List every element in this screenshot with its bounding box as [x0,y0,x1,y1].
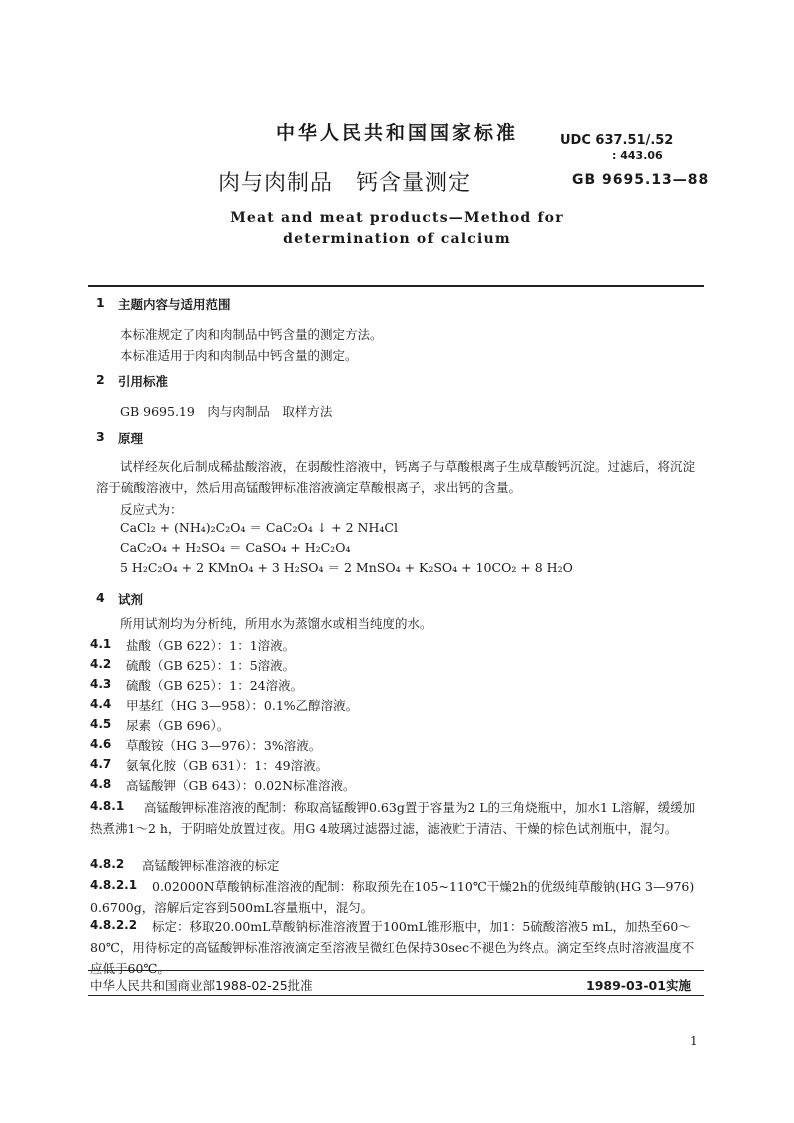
reaction-label: 反应式为： [120,502,183,517]
effective-date: 1989-03-01实施 [586,978,691,993]
section-2-title: 引用标准 [118,374,169,389]
footer-divider-top [88,970,704,971]
section-1-number: 1 [96,295,105,310]
clause-4-8-2-number: 4.8.2 [90,857,125,871]
section-3-title: 原理 [118,431,144,446]
section-4-intro: 所用试剂均为分析纯，所用水为蒸馏水或相当纯度的水。 [120,616,433,631]
clause-4-8-2-2-number: 4.8.2.2 [90,918,138,932]
english-title-line2: determination of calcium [283,231,511,247]
reagent-item-number: 4.1 [90,637,112,651]
equation-3: 5 H₂C₂O₄ + 2 KMnO₄ + 3 H₂SO₄ ＝ 2 MnSO₄ + K₂SO₄ + 10CO₂ + 8 H₂O [120,560,573,575]
clause-4-8-1-text: 高锰酸钾标准溶液的配制：称取高锰酸钾0.63g置于容量为2 L的三角烧瓶中，加水1 L溶解，缓缓加热煮沸1～2 h，于阴暗处放置过夜。用G 4玻璃过滤器过滤，滤液贮于清洁、干燥的棕色试剂瓶中，混匀。 [90,800,696,836]
gb-number: GB 9695.13—88 [572,172,710,188]
section-4-title: 试剂 [118,592,144,607]
reagent-item-text: 草酸铵（HG 3—976）：3%溶液。 [126,738,322,753]
section-2-number: 2 [96,372,105,387]
equation-1: CaCl₂ + (NH₄)₂C₂O₄ ＝ CaC₂O₄ ↓ + 2 NH₄Cl [120,520,398,535]
header-divider [88,285,704,287]
section-1-title: 主题内容与适用范围 [118,297,231,312]
udc-code: UDC 637.51/.52 [560,133,674,148]
page-number: 1 [690,1034,698,1048]
clause-4-8-2-1-text: 0.02000N草酸钠标准溶液的配制：称取预先在105~110℃干燥2h的优级纯草酸钠(HG 3—976) 0.6700g，溶解后定容到500mL容量瓶中，混匀。 [90,879,695,915]
english-title-line1: Meat and meat products—Method for [230,210,564,226]
equation-2: CaC₂O₄ + H₂SO₄ ＝ CaSO₄ + H₂C₂O₄ [120,540,351,555]
reagent-item-number: 4.6 [90,737,112,751]
reagent-item-text: 高锰酸钾（GB 643）：0.02N标准溶液。 [126,778,356,793]
section-1-para-1: 本标准规定了肉和肉制品中钙含量的测定方法。 [120,327,383,342]
section-3-para-1: 试样经灰化后制成稀盐酸溶液，在弱酸性溶液中，钙离子与草酸根离子生成草酸钙沉淀。过滤后，将沉淀溶于硫酸溶液中，然后用高锰酸钾标准溶液滴定草酸根离子，求出钙的含量。 [96,459,696,495]
reagent-item-number: 4.2 [90,657,112,671]
reagent-item-text: 盐酸（GB 622）：1：1溶液。 [126,638,296,653]
section-1-para-2: 本标准适用于肉和肉制品中钙含量的测定。 [120,348,358,363]
document-title: 肉与肉制品 钙含量测定 [218,171,472,196]
reagent-item-text: 氨氧化胺（GB 631）：1：49溶液。 [126,758,329,773]
reagent-item-text: 甲基红（HG 3—958）：0.1%乙醇溶液。 [126,698,359,713]
reagent-item-number: 4.5 [90,717,112,731]
org-title: 中华人民共和国国家标准 [275,122,518,144]
reagent-item-number: 4.4 [90,697,112,711]
clause-4-8-2-1-number: 4.8.2.1 [90,878,138,892]
clause-4-8-2-2-text: 标定：移取20.00mL草酸钠标准溶液置于100mL锥形瓶中，加1：5硫酸溶液5 mL，加热至60～80℃，用待标定的高锰酸钾标准溶液滴定至溶液呈微红色保持30sec不褪色为终点。滴定至终点时溶液温度不应低于60℃。 [90,919,695,976]
clause-4-8-1-number: 4.8.1 [90,799,125,813]
footer-divider-bottom [88,995,704,996]
clause-4-8-2-text: 高锰酸钾标准溶液的标定 [142,858,280,873]
section-2-para-1: GB 9695.19 肉与肉制品 取样方法 [120,404,333,419]
reagent-item-number: 4.7 [90,757,112,771]
reagent-item-number: 4.3 [90,677,112,691]
udc-code-continued: : 443.06 [612,149,663,162]
section-3-number: 3 [96,429,105,444]
reagent-item-text: 硫酸（GB 625）：1：5溶液。 [126,658,296,673]
reagent-item-text: 硫酸（GB 625）：1：24溶液。 [126,678,304,693]
section-4-number: 4 [96,590,105,605]
reagent-item-number: 4.8 [90,777,112,791]
reagent-item-text: 尿素（GB 696）。 [126,718,230,733]
approval-line: 中华人民共和国商业部1988-02-25批准 [90,978,313,993]
